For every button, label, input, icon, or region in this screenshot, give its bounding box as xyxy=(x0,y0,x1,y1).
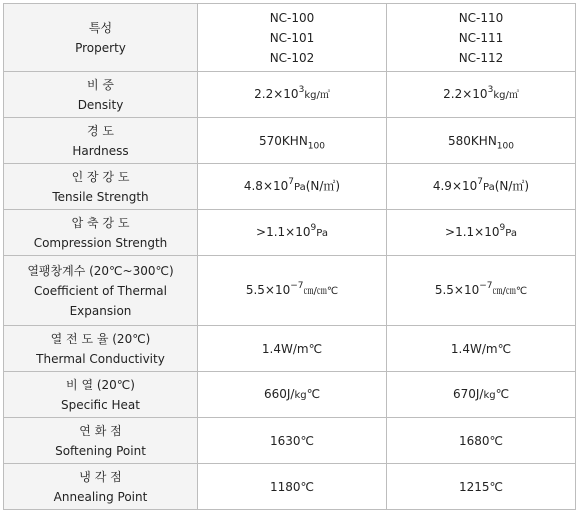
header-nc110-cell xyxy=(387,4,576,72)
value-cell-nc110 xyxy=(387,72,576,118)
property-cell xyxy=(4,418,198,464)
value-exponent: 7 xyxy=(288,176,295,187)
value-unit: Pa xyxy=(505,227,517,239)
property-name-en: Specific Heat xyxy=(61,397,140,412)
value-exponent: −7 xyxy=(479,280,493,291)
value-text: 1180℃ xyxy=(269,479,314,494)
property-cell xyxy=(4,372,198,418)
model-name: NC-102 xyxy=(269,50,315,65)
value-unit: ㎝/㎝℃ xyxy=(492,285,528,297)
value-cell-nc110 xyxy=(387,164,576,210)
value-cell-nc110 xyxy=(387,210,576,256)
value-text: >1.1×10 xyxy=(256,224,311,239)
value-text: 670J/ xyxy=(452,386,484,401)
value-cell-nc100 xyxy=(198,326,387,372)
property-name-en: Softening Point xyxy=(55,443,146,458)
value-suffix: (N/㎡) xyxy=(494,178,530,193)
model-name: NC-101 xyxy=(269,30,315,45)
value-exponent: 9 xyxy=(499,222,506,233)
value-suffix: ℃ xyxy=(495,386,510,401)
property-cell xyxy=(4,326,198,372)
property-name-ko: 열팽창계수 (20℃~300℃) xyxy=(27,263,174,278)
property-name-en: Thermal Conductivity xyxy=(36,351,165,366)
value-text: 1.4W/m℃ xyxy=(450,341,512,356)
value-exponent: 7 xyxy=(477,176,484,187)
value-text: 4.8×10 xyxy=(243,178,289,193)
value-exponent: 3 xyxy=(487,84,494,95)
value-cell-nc110 xyxy=(387,418,576,464)
value-cell-nc100 xyxy=(198,72,387,118)
value-text: 2.2×10 xyxy=(443,86,488,101)
header-nc100-cell xyxy=(198,4,387,72)
property-name-en: Tensile Strength xyxy=(52,189,149,204)
value-cell-nc100 xyxy=(198,118,387,164)
table-row xyxy=(4,326,576,372)
value-unit: kg/㎥ xyxy=(304,89,330,101)
table-row xyxy=(4,418,576,464)
value-suffix: (N/㎡) xyxy=(305,178,341,193)
property-name-ko: 열 전 도 율 (20℃) xyxy=(50,331,151,346)
value-text: 4.9×10 xyxy=(432,178,478,193)
value-subscript: 100 xyxy=(496,140,514,151)
value-cell-nc100 xyxy=(198,210,387,256)
value-cell-nc110 xyxy=(387,256,576,326)
property-cell xyxy=(4,464,198,510)
value-text: 1215℃ xyxy=(458,479,503,494)
property-cell xyxy=(4,118,198,164)
value-text: 580KHN xyxy=(448,133,497,148)
value-text: 1630℃ xyxy=(269,433,314,448)
header-property-ko: 특성 xyxy=(88,20,113,35)
property-name-en: Annealing Point xyxy=(53,489,148,504)
header-property-en: Property xyxy=(75,40,126,55)
table-row xyxy=(4,210,576,256)
table-header-row xyxy=(4,4,576,72)
value-text: 660J/ xyxy=(263,386,295,401)
property-name-en: Coefficient of Thermal xyxy=(34,283,167,298)
property-name-ko: 인 장 강 도 xyxy=(71,169,130,184)
value-unit: Pa xyxy=(294,181,306,193)
table-row xyxy=(4,256,576,326)
property-cell xyxy=(4,256,198,326)
property-cell xyxy=(4,164,198,210)
value-unit: kg xyxy=(483,389,496,401)
value-unit: ㎝/㎝℃ xyxy=(303,285,339,297)
value-cell-nc110 xyxy=(387,326,576,372)
table-row xyxy=(4,464,576,510)
table-row xyxy=(4,72,576,118)
value-text: 5.5×10 xyxy=(245,282,291,297)
property-name-ko: 연 화 점 xyxy=(79,423,122,438)
value-cell-nc100 xyxy=(198,256,387,326)
table-row xyxy=(4,118,576,164)
model-name: NC-111 xyxy=(458,30,504,45)
value-cell-nc110 xyxy=(387,372,576,418)
property-name-en: Density xyxy=(77,97,124,112)
property-name-ko: 비 중 xyxy=(87,77,114,92)
property-cell xyxy=(4,210,198,256)
table-row xyxy=(4,372,576,418)
header-property-cell xyxy=(4,4,198,72)
value-text: >1.1×10 xyxy=(445,224,500,239)
property-table xyxy=(3,3,576,510)
value-text: 2.2×10 xyxy=(254,86,299,101)
value-exponent: −7 xyxy=(290,280,304,291)
value-subscript: 100 xyxy=(307,140,325,151)
value-text: 1680℃ xyxy=(458,433,503,448)
property-name-ko: 냉 각 점 xyxy=(79,469,122,484)
model-name: NC-110 xyxy=(458,10,504,25)
value-exponent: 9 xyxy=(310,222,317,233)
value-cell-nc100 xyxy=(198,164,387,210)
value-cell-nc100 xyxy=(198,418,387,464)
table-body xyxy=(4,72,576,510)
value-text: 1.4W/m℃ xyxy=(261,341,323,356)
value-cell-nc100 xyxy=(198,464,387,510)
property-name-en: Hardness xyxy=(72,143,129,158)
value-unit: kg/㎥ xyxy=(493,89,519,101)
value-unit: Pa xyxy=(316,227,328,239)
value-unit: Pa xyxy=(483,181,495,193)
property-name-ko: 비 열 (20℃) xyxy=(66,377,135,392)
value-cell-nc110 xyxy=(387,464,576,510)
value-cell-nc110 xyxy=(387,118,576,164)
property-name-en: Expansion xyxy=(69,303,132,318)
value-cell-nc100 xyxy=(198,372,387,418)
value-exponent: 3 xyxy=(298,84,305,95)
model-name: NC-100 xyxy=(269,10,315,25)
value-suffix: ℃ xyxy=(306,386,321,401)
property-cell xyxy=(4,72,198,118)
property-name-ko: 경 도 xyxy=(87,123,114,138)
value-text: 570KHN xyxy=(259,133,308,148)
table-row xyxy=(4,164,576,210)
property-name-ko: 압 축 강 도 xyxy=(71,215,130,230)
property-name-en: Compression Strength xyxy=(33,235,168,250)
model-name: NC-112 xyxy=(458,50,504,65)
value-unit: kg xyxy=(294,389,307,401)
value-text: 5.5×10 xyxy=(434,282,480,297)
